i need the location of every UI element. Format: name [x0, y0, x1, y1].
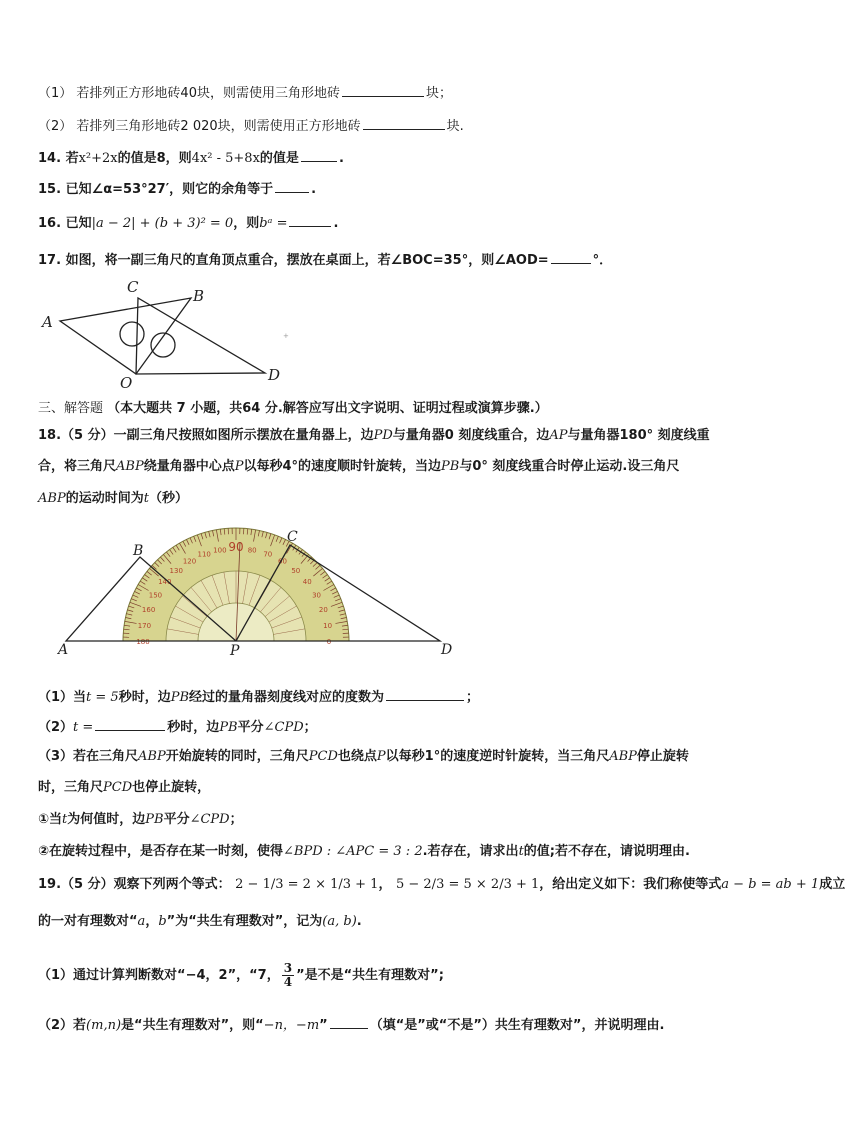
- q18-sub2-CPD: ∠CPD: [263, 720, 304, 735]
- q18-c1-end: ；: [229, 812, 243, 827]
- q18-sub-1: [38, 686, 479, 707]
- q19-sub1-a: （1）通过计算判断数对“−4，2”，“7，: [38, 968, 280, 983]
- q18-sub2-a: （2）: [38, 720, 74, 735]
- q18-sub-3-line-1: [38, 748, 689, 766]
- q18-sub-3-case-1: [38, 811, 243, 829]
- q18-c1-t: t: [62, 812, 68, 827]
- q18-c1-c: 平分: [163, 812, 190, 827]
- q18-var-AP: AP: [549, 428, 568, 443]
- q13-part1-label: （1）: [38, 86, 73, 101]
- q19-sub-1: [38, 962, 444, 989]
- q18-c2-expr: ∠BPD : ∠APC = 3 : 2: [283, 844, 423, 859]
- section-3-title: 三、解答题: [38, 401, 104, 416]
- q18-sub3-ABP-2: ABP: [609, 749, 637, 764]
- q18-c2-t: t: [518, 844, 524, 859]
- q18-sub1-end: ；: [466, 690, 480, 705]
- q18-sub3-g: 也停止旋转，: [132, 780, 211, 795]
- q18-c2-c: 的值;若不存在，请说明理由.: [523, 844, 690, 859]
- q18-text-1c: 与量角器180° 刻度线重: [567, 428, 710, 443]
- q19-var-a: a: [137, 914, 146, 929]
- protractor-label: 80: [247, 546, 257, 555]
- q13-part1-suffix: 块；: [425, 86, 452, 101]
- fig18-label-P: P: [230, 643, 240, 659]
- q16-expr: |a − 2| + (b + 3)² = 0: [91, 216, 234, 231]
- question-19-line-2: [38, 913, 362, 931]
- q18-var-ABP-2: ABP: [38, 491, 66, 506]
- q18-sub3-a: （3）若在三角尺: [38, 749, 139, 764]
- protractor-label: 40: [302, 578, 312, 587]
- protractor-label: 120: [182, 557, 197, 566]
- q19-sub2-neg: −n，−m: [263, 1018, 320, 1033]
- q18-text-2b: 绕量角器中心点: [143, 459, 235, 474]
- q13-part2-suffix: 块.: [446, 119, 464, 134]
- q18-sub2-expr: t =: [73, 720, 94, 735]
- q19-sub1-b: ”是不是“共生有理数对”;: [296, 968, 444, 983]
- q19-text-a: 观察下列两个等式：: [113, 877, 231, 892]
- q16-expr2: bᵃ =: [259, 216, 288, 231]
- q18-sub1-a: （1）当: [38, 690, 87, 705]
- fig17-label-A: A: [42, 313, 53, 331]
- q18-var-t: t: [143, 491, 149, 506]
- q13-part1-text: 若排列正方形地砖40块，则需使用三角形地砖: [76, 86, 340, 101]
- q18-sub2-end: ；: [303, 720, 317, 735]
- q18-c1-a: ①当: [38, 812, 63, 827]
- protractor-label: 160: [141, 606, 156, 615]
- q19-sub1-fraction: [282, 962, 294, 989]
- q14-number: 14.: [38, 151, 62, 166]
- q18-sub3-P: P: [376, 749, 386, 764]
- q18-c1-b: 为何值时，边: [67, 812, 146, 827]
- protractor-label: 150: [148, 591, 163, 600]
- q19-sub2-pair: (m,n): [86, 1018, 122, 1033]
- q19-eq-def: a − b = ab + 1: [721, 877, 820, 892]
- q18-sub3-d: 以每秒1°的速度逆时针旋转，当三角尺: [385, 749, 610, 764]
- q19-sub2-b: 是“共生有理数对”，则“: [121, 1018, 264, 1033]
- q15-end: .: [311, 182, 317, 197]
- fig18-label-C: C: [287, 529, 298, 545]
- protractor-label: 90: [228, 540, 244, 554]
- q14-post: 的值是: [259, 151, 299, 166]
- q19-sub1-frac-num: 3: [283, 961, 293, 975]
- q19-text-c: 成立: [819, 877, 845, 892]
- q19-number: 19.: [38, 877, 62, 892]
- q18-var-PD: PD: [373, 428, 393, 443]
- q18-sub3-ABP: ABP: [138, 749, 166, 764]
- q19-sub2-a: （2）若: [38, 1018, 87, 1033]
- q18-sub-3-line-2: [38, 779, 210, 797]
- fig17-stray-mark: +: [283, 332, 289, 340]
- q18-text-2c: 以每秒4°的速度顺时针旋转，当边: [243, 459, 442, 474]
- protractor-label: 180: [136, 638, 150, 646]
- q18-c2-a: ②在旋转过程中，是否存在某一时刻，使得: [38, 844, 284, 859]
- q17-text: 如图，将一副三角尺的直角顶点重合，摆放在桌面上，若∠BOC=35°，则∠AOD=: [65, 253, 549, 268]
- q13-part2-label: （2）: [38, 119, 73, 134]
- q18-text-3a: 的运动时间为: [65, 491, 144, 506]
- protractor-label: 100: [213, 546, 227, 555]
- q18-sub3-PCD-2: PCD: [103, 780, 133, 795]
- protractor-label: 140: [158, 578, 172, 587]
- q18-sub3-e: 停止旋转: [636, 749, 689, 764]
- protractor-label: 10: [323, 621, 333, 630]
- protractor: [123, 528, 349, 646]
- q18-sub2-b: 秒时，边: [167, 720, 220, 735]
- fig17-label-B: B: [193, 287, 205, 305]
- q16-pre: 已知: [65, 216, 92, 231]
- q18-number: 18.: [38, 428, 62, 443]
- q19-text-d: 的一对有理数对“: [38, 914, 138, 929]
- fig18-label-A: A: [58, 642, 69, 658]
- protractor-label: 170: [137, 621, 152, 630]
- protractor-label: 20: [318, 606, 328, 615]
- q16-end: .: [333, 216, 339, 231]
- q18-c1-CPD: ∠CPD: [189, 812, 230, 827]
- q18-sub2-c: 平分: [237, 720, 264, 735]
- q19-pair: (a, b): [322, 914, 357, 929]
- q18-var-P: P: [234, 459, 244, 474]
- q18-sub3-f: 时，三角尺: [38, 780, 104, 795]
- q19-sub1-frac-den: 4: [283, 975, 293, 989]
- q14-expr2: 4x² - 5+8x: [191, 151, 260, 166]
- section-3-note: （本大题共 7 小题，共64 分.解答应写出文字说明、证明过程或演算步骤.）: [107, 401, 548, 416]
- q13-part2-text: 若排列三角形地砖2 020块，则需使用正方形地砖: [76, 119, 361, 134]
- q19-text-b: ，给出定义如下：我们称使等式: [539, 877, 722, 892]
- q18-c2-b: .若存在，请求出: [422, 844, 519, 859]
- q19-text-e: ，: [145, 914, 159, 929]
- q18-var-ABP: ABP: [116, 459, 144, 474]
- protractor-label: 30: [312, 591, 322, 600]
- protractor-label: 110: [197, 550, 211, 559]
- protractor-label: 130: [169, 566, 183, 575]
- q18-sub3-c: 也绕点: [337, 749, 377, 764]
- q14-end: .: [338, 151, 344, 166]
- q18-sub3-b: 开始旋转的同时，三角尺: [165, 749, 309, 764]
- q19-eq1: 2 − 1/3 = 2 × 1/3 + 1: [235, 877, 379, 892]
- q18-sub3-PCD: PCD: [308, 749, 338, 764]
- fig17-label-C: C: [127, 278, 139, 296]
- q18-score: （5 分）: [61, 428, 114, 443]
- q14-pre: 若: [65, 151, 79, 166]
- fig17-label-D: D: [268, 366, 281, 384]
- q19-sub-2: [38, 1014, 664, 1035]
- fig18-label-B: B: [133, 543, 144, 559]
- q18-sub-3-case-2: [38, 843, 690, 861]
- q18-sub1-c: 经过的量角器刻度线对应的度数为: [189, 690, 385, 705]
- fig18-label-D: D: [441, 642, 453, 658]
- q19-sub2-d: （填“是”或“不是”）共生有理数对”，并说明理由.: [369, 1018, 665, 1033]
- fig17-label-O: O: [120, 374, 133, 392]
- q18-sub2-PB: PB: [219, 720, 238, 735]
- q15-text: 已知∠α=53°27′，则它的余角等于: [65, 182, 274, 197]
- q18-text-1b: 与量角器0 刻度线重合，边: [392, 428, 550, 443]
- q18-text-2d: 与0° 刻度线重合时停止运动.设三角尺: [459, 459, 680, 474]
- q19-sub2-c: ”: [319, 1018, 328, 1033]
- q18-sub2-answer-blank[interactable]: [95, 716, 165, 731]
- q19-text-f: ”为“共生有理数对”，记为: [166, 914, 323, 929]
- protractor-label: 50: [291, 566, 301, 575]
- q18-var-PB: PB: [441, 459, 460, 474]
- q18-c1-PB: PB: [145, 812, 164, 827]
- q17-number: 17.: [38, 253, 62, 268]
- q19-text-g: .: [356, 914, 362, 929]
- q18-sub1-PB: PB: [170, 690, 190, 705]
- q16-number: 16.: [38, 216, 62, 231]
- protractor-label: 0: [326, 638, 332, 646]
- q18-sub1-answer-blank[interactable]: [386, 686, 464, 701]
- q18-sub1-b: 秒时，边: [118, 690, 171, 705]
- q19-eq2: 5 − 2/3 = 5 × 2/3 + 1: [395, 877, 540, 892]
- protractor-label: 60: [278, 557, 287, 566]
- q14-expr1: x²+2x: [78, 151, 118, 166]
- q14-mid: 的值是8，则: [117, 151, 192, 166]
- q19-score: （5 分）: [61, 877, 114, 892]
- q17-end: °．: [592, 253, 613, 268]
- question-19-line-1: 19.（5 分）观察下列两个等式： 2 − 1/3 = 2 × 1/3 + 1， 5 − 2/3 = 5 × 2/3 + 1，给出定义如下：我们称使等式a − b = ab + 1成立: [38, 877, 845, 892]
- q15-number: 15.: [38, 182, 62, 197]
- q18-text-1a: 一副三角尺按照如图所示摆放在量角器上，边: [113, 428, 374, 443]
- q18-sub-2: [38, 716, 317, 737]
- q19-sub2-answer-blank[interactable]: [330, 1014, 368, 1029]
- q19-var-b: b: [158, 914, 167, 929]
- q18-text-3b: （秒）: [148, 491, 188, 506]
- q18-text-2a: 合，将三角尺: [38, 459, 117, 474]
- q16-mid: ，则: [233, 216, 260, 231]
- q18-sub1-expr: t = 5: [86, 690, 119, 705]
- protractor-label: 70: [263, 550, 273, 559]
